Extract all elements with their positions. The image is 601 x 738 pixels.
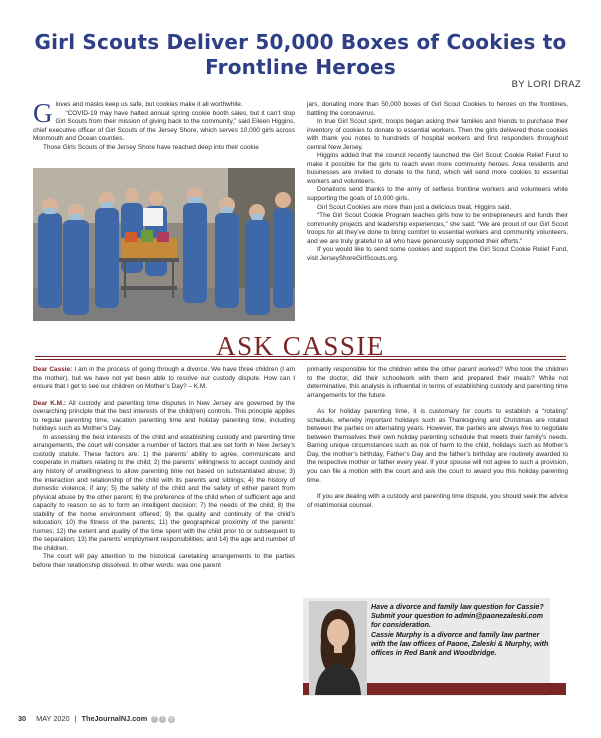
cassie-portrait <box>309 601 367 695</box>
site-link[interactable]: TheJournalNJ.com <box>81 714 148 723</box>
article-paragraph: Higgins added that the council recently launched the Girl Scout Cookie Relief Fund to make it possible for the girls to reach even more community heroes. Area residents and businesses are invited to donate to the fund, which will send more cookies to essential workers and volunteers. <box>307 152 568 185</box>
answer-paragraph: In assessing the best interests of the child and establishing custody and parenting time arrangements, the court will consider a number of factors that are set forth in New Jersey’s custody statute. These factors are: 1) the parents’ ability to agree, communicate and cooperate in matters relating to the child; 2) the parents’ willingness to accept custody and any history of unwillingness to allow parenting time not based on substantiated abuse; 3) the interaction and relationship of the child with its parents and siblings; 4) the history of domestic violence, if any; 5) the safety of the child and the safety of either parent from physical abuse by the other parent; 6) the preference of the child when of sufficient age and capacity to reason so as to form an intelligent decision; 7) the needs of the child; 8) the stability of the home environment offered; 9) the quality and continuity of the child’s education; 10) the fitness of the parents; 11) the geographical proximity of the parents’ homes; 12) the extent and quality of the time spent with the child prior to or subsequent to the separation; 13) the parents’ employment responsibilities; and 14) the age and number of the children. <box>33 433 295 552</box>
page-footer <box>18 714 175 723</box>
instagram-icon[interactable]: ◎ <box>169 715 174 722</box>
answer-paragraph: primarily responsible for the children while the other parent worked? Who took the children to the doctor, did their schoolwork with them and prepared their meals? While not determinative, this analysis is influential in terms of establishing custody and parenting time arrangements for the future. <box>307 366 568 399</box>
article-left-column <box>33 98 295 152</box>
section-divider <box>35 356 566 357</box>
twitter-icon[interactable]: t <box>159 716 166 723</box>
ask-left-column <box>33 366 295 571</box>
byline: BY LORI DRAZ <box>511 79 581 90</box>
answer-paragraph: The court will pay attention to the historical caretaking arrangements to the parties before their relationship dissolved. In other words: was one parent <box>33 553 295 570</box>
ask-right-column <box>307 366 568 510</box>
facebook-icon[interactable]: f <box>151 716 158 723</box>
section-divider-thin <box>35 359 566 360</box>
article-paragraph: If you would like to send some cookies and support the Girl Scout Cookie Relief Fund, visit JerseyShoreGirlScouts.org. <box>307 246 568 262</box>
headline-line-2: Frontline Heroes <box>205 55 396 79</box>
headline-line-1: Girl Scouts Deliver 50,000 Boxes of Cookies to <box>34 30 567 54</box>
photo-illustration <box>33 168 295 321</box>
article-paragraph: Donations send thanks to the army of selfless frontline workers and volunteers while supporting the goals of 10,000 girls. <box>307 186 568 203</box>
page-number: 30 <box>18 714 27 723</box>
answer-label: Dear K.M.: <box>33 399 66 407</box>
article-paragraph: Girl Scout Cookies are more than just a delicious treat, Higgins said. <box>317 203 512 211</box>
answer-paragraph: If you are dealing with a custody and parenting time dispute, you should seek the advice of matrimonial counsel. <box>307 493 568 509</box>
healthcare-workers-photo <box>33 168 295 321</box>
article-paragraph: Those Girls Scouts of the Jersey Shore have reached deep into their cookie <box>43 143 259 151</box>
question-text: I am in the process of going through a divorce. We have three children (I am the mother), but we have not yet been able to resolve our custody dispute. How can I ensure that I get to see our children on Mother’s Day? – K.M. <box>33 366 295 391</box>
promo-submit-text: Have a divorce and family law question for Cassie? Submit your question to admin@paonezaleski.com for consideration. <box>371 603 544 630</box>
article-paragraph: jars, donating more than 50,000 boxes of Girl Scout Cookies to heroes on the frontlines, battling the coronavirus. <box>307 101 568 117</box>
drop-cap: G <box>33 98 53 128</box>
answer-paragraph: As for holiday parenting time, it is customary for courts to establish a “rotating” schedule, whereby important holidays such as Thanksgiving and Christmas are rotated between the parties on alternating years. However, the parties are always free to negotiate between themselves their own holiday parenting schedule that meets their family’s needs. Barring unique circumstances such as risk of harm to the child, holidays such as Mother’s Day, the mother’s birthday, Father’s Day and the father’s birthday are routinely awarded to the respective mother or father every year. If your spouse will not agree to such a provision, you can file a motion with the court and ask the court to award you this holiday parenting time. <box>307 408 568 484</box>
issue-date: MAY 2020 <box>36 714 70 723</box>
answer-paragraph: All custody and parenting time disputes in New Jersey are governed by the overarching principle that the best interests of the child(ren) controls. This principle applies to regular parenting time, vacation parenting time and holiday parenting time, including holidays such as Mother’s Day. <box>33 399 296 433</box>
article-paragraph: “The Girl Scout Cookie Program teaches girls how to be entrepreneurs and funds their community projects and leadership experiences,” she said. “We are proud of our Girl Scout troops for all they’ve done to bring comfort to essential workers and community volunteers, and we are truly grateful to all who have generously supported their efforts.” <box>307 212 568 245</box>
article-paragraph: “COVID-19 may have halted annual spring cookie booth sales, but it can’t stop Girl Scouts from their mission of giving back to the community,” said Eileen Higgins, chief executive officer of Girl Scouts of the Jersey Shore, which serves 10,000 girls across Monmouth and Ocean counties. <box>33 109 295 143</box>
footer-separator: | <box>74 714 77 723</box>
promo-bio-text: Cassie Murphy is a divorce and family law partner with the law offices of Paone, Zaleski & Murphy, with offices in Red Bank and Woodbridge. <box>371 631 549 658</box>
article-paragraph: loves and masks keep us safe, but cookies make it all worthwhile. <box>55 101 243 108</box>
portrait-illustration <box>309 601 367 695</box>
question-label: Dear Cassie: <box>33 366 73 373</box>
promo-text <box>371 603 551 659</box>
article-paragraph: In true Girl Scout spirit, troops began asking their families and friends to purchase their inventory of cookies to donate to essential workers. Then the girls delivered those cookies with thank you notes to hundreds of hospital workers and first responders throughout central New Jersey. <box>307 118 568 151</box>
article-headline <box>20 30 581 80</box>
article-right-column <box>307 101 568 263</box>
ask-cassie-title: ASK CASSIE <box>216 331 385 361</box>
